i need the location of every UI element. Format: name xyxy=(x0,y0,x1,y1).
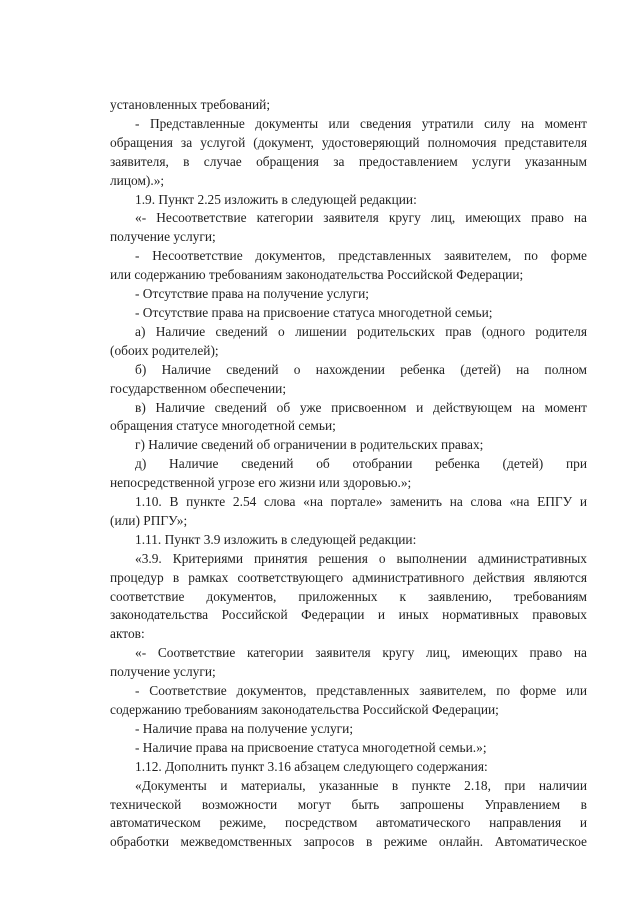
text-line: в) Наличие сведений об уже присвоенном и действующем на момент xyxy=(135,399,587,415)
text-line: государственном обеспечении; xyxy=(110,380,287,396)
text-line: получение услуги; xyxy=(110,664,216,680)
text-line: или содержанию требованиям законодательства Российской Федерации; xyxy=(110,267,524,283)
text-line: - Наличие права на получение услуги; xyxy=(135,720,354,736)
text-line: автоматическом режиме, посредством автоматического направления и xyxy=(110,815,587,831)
text-line: - Соответствие документов, представленных заявителем, по форме или xyxy=(135,683,587,699)
text-line: а) Наличие сведений о лишении родительских прав (одного родителя xyxy=(135,323,587,339)
text-line: законодательства Российской Федерации и иных нормативных правовых xyxy=(110,607,587,623)
text-line: обращения за услугой (документ, удостоверяющий полномочия представителя xyxy=(110,134,587,150)
text-line: - Представленные документы или сведения утратили силу на момент xyxy=(135,115,587,131)
text-line: (обоих родителей); xyxy=(110,342,219,358)
text-line: актов: xyxy=(110,626,145,642)
text-line: процедур в рамках соответствующего административного действия являются xyxy=(110,569,587,585)
text-line: технической возможности могут быть запрошены Управлением в xyxy=(110,796,587,812)
text-line: - Несоответствие документов, представленных заявителем, по форме xyxy=(135,248,587,264)
text-line: д) Наличие сведений об отобрании ребенка (детей) при xyxy=(135,456,587,472)
text-line: соответствие документов, приложенных к заявлению, требованиям xyxy=(110,588,587,604)
text-line: заявителя, в случае обращения за предоставлением услуги указанным xyxy=(110,153,587,169)
text-line: 1.10. В пункте 2.54 слова «на портале» заменить на слова «на ЕПГУ и xyxy=(135,494,587,510)
text-line: 1.11. Пункт 3.9 изложить в следующей редакции: xyxy=(135,531,417,547)
text-line: «- Соответствие категории заявителя кругу лиц, имеющих право на xyxy=(135,645,587,661)
text-line: - Отсутствие права на присвоение статуса многодетной семьи; xyxy=(135,304,493,320)
text-line: 1.9. Пункт 2.25 изложить в следующей редакции: xyxy=(135,191,417,207)
text-line: г) Наличие сведений об ограничении в родительских правах; xyxy=(135,437,484,453)
text-line: б) Наличие сведений о нахождении ребенка (детей) на полном xyxy=(135,361,587,377)
text-line: «3.9. Критериями принятия решения о выполнении административных xyxy=(135,550,587,566)
document-body xyxy=(110,96,587,852)
text-line: «- Несоответствие категории заявителя кругу лиц, имеющих право на xyxy=(135,210,587,226)
text-line: - Наличие права на присвоение статуса многодетной семьи.»; xyxy=(135,739,487,755)
text-line: лицом).»; xyxy=(110,172,165,188)
text-line: (или) РПГУ»; xyxy=(110,512,188,528)
text-line: установленных требований; xyxy=(110,97,271,112)
text-line: получение услуги; xyxy=(110,229,216,245)
text-line: «Документы и материалы, указанные в пункте 2.18, при наличии xyxy=(135,777,587,793)
text-line: содержанию требованиям законодательства Российской Федерации; xyxy=(110,702,499,717)
text-line: - Отсутствие права на получение услуги; xyxy=(135,286,370,302)
text-line: обращения статусе многодетной семьи; xyxy=(110,418,336,434)
text-line: обработки межведомственных запросов в режиме онлайн. Автоматическое xyxy=(110,834,587,850)
text-line: 1.12. Дополнить пункт 3.16 абзацем следующего содержания: xyxy=(135,758,488,774)
text-line: непосредственной угрозе его жизни или здоровью.»; xyxy=(110,475,412,491)
